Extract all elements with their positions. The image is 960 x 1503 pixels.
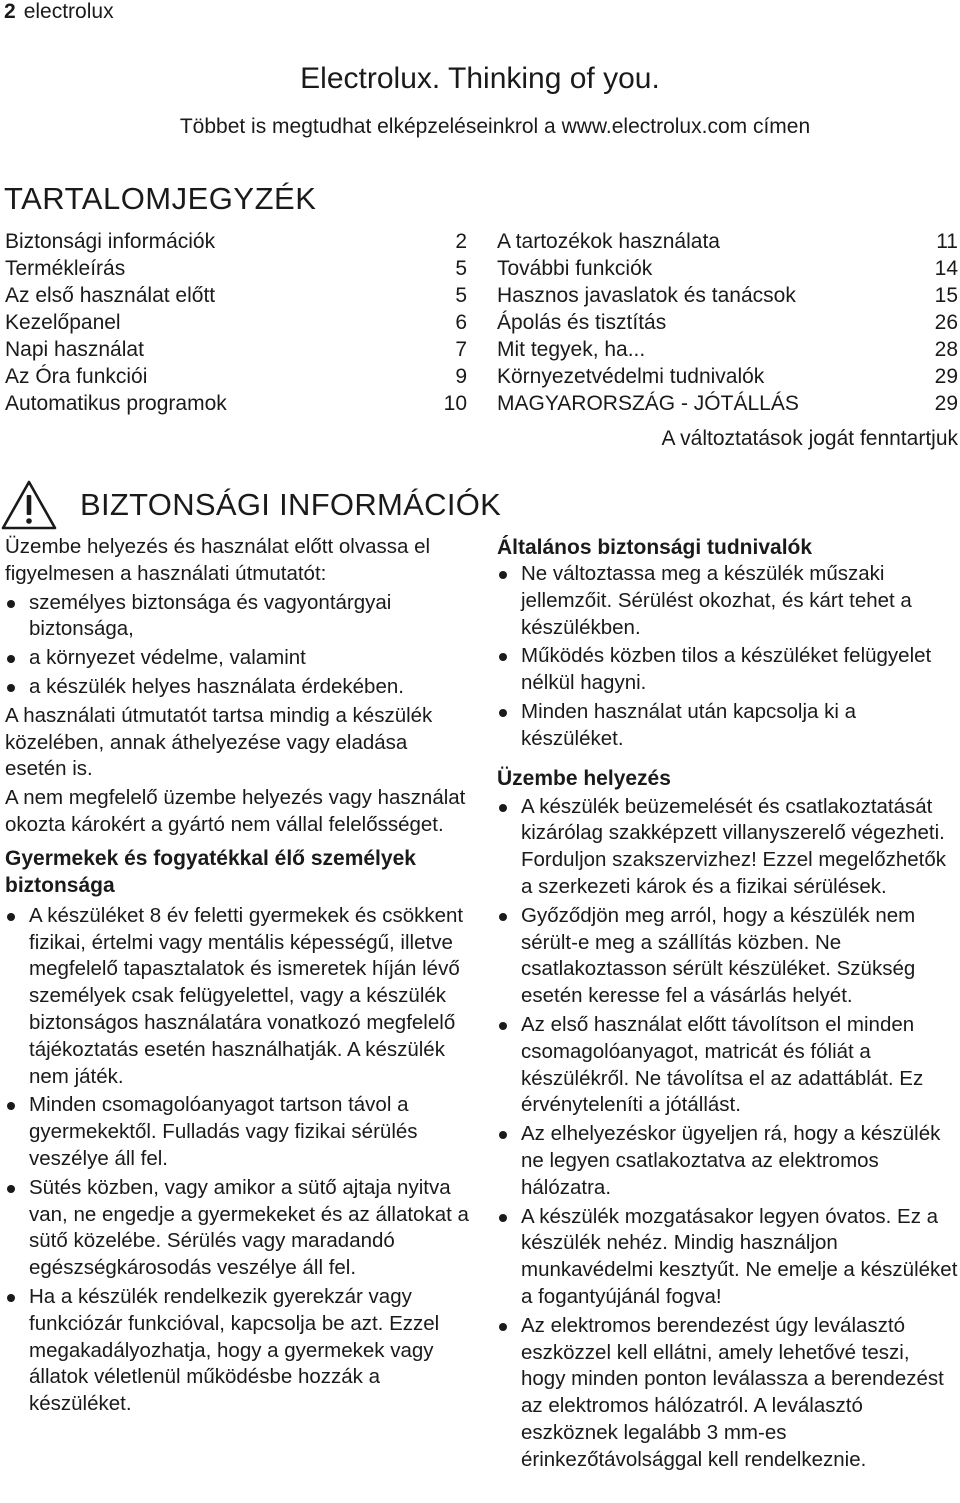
bullet-item: A készülék beüzemelését és csatlakoztatását kizárólag szakképzett villanyszerelő végezheti. Forduljon szakszervizhez! Ezzel megelőzhetők a szerkezeti károk és a fizikai sérülések. [497, 794, 958, 901]
toc-entry [5, 282, 467, 309]
toc-entry [497, 390, 958, 417]
toc-entry-page: 10 [443, 392, 467, 415]
bullet-item: személyes biztonsága és vagyontárgyai biztonsága, [5, 590, 470, 644]
toc-entry-label: Mit tegyek, ha... [497, 338, 646, 361]
bullet-item: Sütés közben, vagy amikor a sütő ajtaja nyitva van, ne engedje a gyermekeket és az állatokat a sütő közelébe. Sérülés vagy maradandó egészségkárosodás veszélye áll fel. [5, 1175, 470, 1282]
bullet-item: a készülék helyes használata érdekében. [5, 674, 470, 701]
toc-entry-page: 28 [934, 338, 958, 361]
toc-entry-page: 2 [455, 230, 467, 253]
bullet-item: Minden használat után kapcsolja ki a készüléket. [497, 699, 958, 753]
bullet-item: Győződjön meg arról, hogy a készülék nem sérült-e meg a szállítás közben. Ne csatlakoztasson sérült készüléket. Szükség esetén keresse fel a vásárlás helyét. [497, 903, 958, 1010]
toc-entry-label: További funkciók [497, 257, 653, 280]
intro-bullet-list [5, 590, 470, 701]
toc-entry-page: 29 [934, 392, 958, 415]
toc-entry [5, 309, 467, 336]
safety-section-title: BIZTONSÁGI INFORMÁCIÓK [80, 487, 502, 522]
toc-entry-page: 11 [936, 230, 958, 253]
page-number: 2 [4, 0, 16, 23]
bullet-item: a környezet védelme, valamint [5, 645, 470, 672]
toc-entry-label: Az Óra funkciói [5, 365, 148, 388]
toc-entry [5, 255, 467, 282]
brand-name: electrolux [23, 0, 114, 23]
keep-manual-paragraph: A használati útmutatót tartsa mindig a készülék közelében, annak áthelyezése vagy eladása esetén is. [5, 703, 433, 781]
children-safety-heading: Gyermekek és fogyatékkal élő személyek biztonsága [5, 846, 416, 897]
warning-triangle-icon [0, 478, 58, 532]
toc-entry [497, 282, 958, 309]
bullet-item: Az első használat előtt távolítson el minden csomagolóanyagot, matricát és fóliát a készülékről. Ne távolítsa el az adattáblát. Ez érvényteleníti a jótállást. [497, 1012, 958, 1119]
toc-entry-page: 14 [934, 257, 958, 280]
toc-entry-label: Kezelőpanel [5, 311, 121, 334]
installation-heading: Üzembe helyezés [497, 766, 671, 790]
bullet-item: Az elhelyezéskor ügyeljen rá, hogy a készülék ne legyen csatlakoztatva az elektromos hálózatra. [497, 1121, 958, 1201]
intro-paragraph: Üzembe helyezés és használat előtt olvassa el figyelmesen a használati útmutatót: [5, 535, 431, 585]
rights-reserved-note: A változtatások jogát fenntartjuk [661, 427, 958, 450]
toc-entry [497, 255, 958, 282]
toc-entry-label: Napi használat [5, 338, 144, 361]
toc-entry-page: 6 [455, 311, 467, 334]
toc-entry [497, 363, 958, 390]
toc-entry-label: Biztonsági információk [5, 230, 216, 253]
toc-entry [497, 309, 958, 336]
toc-entry [5, 363, 467, 390]
toc-entry-label: Környezetvédelmi tudnivalók [497, 365, 765, 388]
toc-entry-label: Ápolás és tisztítás [497, 311, 667, 334]
bullet-item: Az elektromos berendezést úgy leválasztó eszközzel kell ellátni, amely lehetővé teszi, hogy minden ponton leválassza a berendezést az elektromos hálózatról. A leválasztó eszköznek legalább 3 mm-es érinkezőtávolsággal kell rendelkeznie. [497, 1313, 958, 1474]
toc-left-column [5, 228, 467, 417]
toc-right-column [497, 228, 958, 417]
safety-left-column [5, 534, 470, 1420]
bullet-item: A készülék mozgatásakor legyen óvatos. Ez a készülék nehéz. Mindig használjon munkavédelmi kesztyűt. Ne emelje a készüléket a fogantyújánál fogva! [497, 1204, 958, 1311]
bullet-item: Minden csomagolóanyagot tartson távol a gyermekektől. Fulladás vagy fizikai sérülés veszélye áll fel. [5, 1092, 470, 1172]
toc-entry-page: 15 [934, 284, 958, 307]
tagline: Electrolux. Thinking of you. [300, 62, 660, 95]
toc-entry [5, 228, 467, 255]
page-header [4, 0, 114, 24]
toc-entry [497, 336, 958, 363]
toc-entry-label: Hasznos javaslatok és tanácsok [497, 284, 796, 307]
toc-entry [497, 228, 958, 255]
toc-entry [5, 336, 467, 363]
toc-entry-page: 5 [455, 284, 467, 307]
toc-entry-label: MAGYARORSZÁG - JÓTÁLLÁS [497, 392, 799, 415]
toc-entry-page: 26 [934, 311, 958, 334]
toc-entry [5, 390, 467, 417]
toc-entry-page: 5 [455, 257, 467, 280]
children-bullet-list [5, 903, 470, 1418]
website-line: Többet is megtudhat elképzeléseinkrol a www.electrolux.com címen [179, 115, 811, 138]
toc-title: TARTALOMJEGYZÉK [4, 181, 317, 216]
toc-entry-page: 9 [455, 365, 467, 388]
toc-entry-label: Termékleírás [5, 257, 126, 280]
toc-entry-page: 7 [455, 338, 467, 361]
safety-section-header [0, 475, 501, 535]
bullet-item: Ne változtassa meg a készülék műszaki jellemzőit. Sérülést okozhat, és kárt tehet a készülékben. [497, 561, 958, 641]
toc-entry-label: Automatikus programok [5, 392, 227, 415]
bullet-item: Ha a készülék rendelkezik gyerekzár vagy funkciózár funkcióval, kapcsolja be azt. Ezzel megakadályozhatja, hogy a gyermekek vagy állatok véletlenül működésbe hozzák a készüléket. [5, 1284, 470, 1418]
general-bullet-list [497, 561, 958, 753]
general-safety-heading: Általános biztonsági tudnivalók [497, 536, 813, 559]
bullet-item: A készüléket 8 év feletti gyermekek és csökkent fizikai, értelmi vagy mentális képességű, illetve megfelelő tapasztalatok és ismeretek híján lévő személyek csak felügyelettel, vagy a készülék biztonságos használatára vonatkozó megfelelő tájékoztatás esetén használhatják. A készülék nem játék. [5, 903, 470, 1091]
liability-paragraph: A nem megfelelő üzembe helyezés vagy használat okozta károkért a gyártó nem vállal felelősséget. [5, 786, 466, 836]
toc-entry-label: Az első használat előtt [5, 284, 216, 307]
toc-entry-label: A tartozékok használata [497, 230, 720, 253]
installation-bullet-list [497, 794, 958, 1474]
bullet-item: Működés közben tilos a készüléket felügyelet nélkül hagyni. [497, 643, 958, 697]
toc-entry-page: 29 [934, 365, 958, 388]
safety-right-column [497, 534, 958, 1476]
